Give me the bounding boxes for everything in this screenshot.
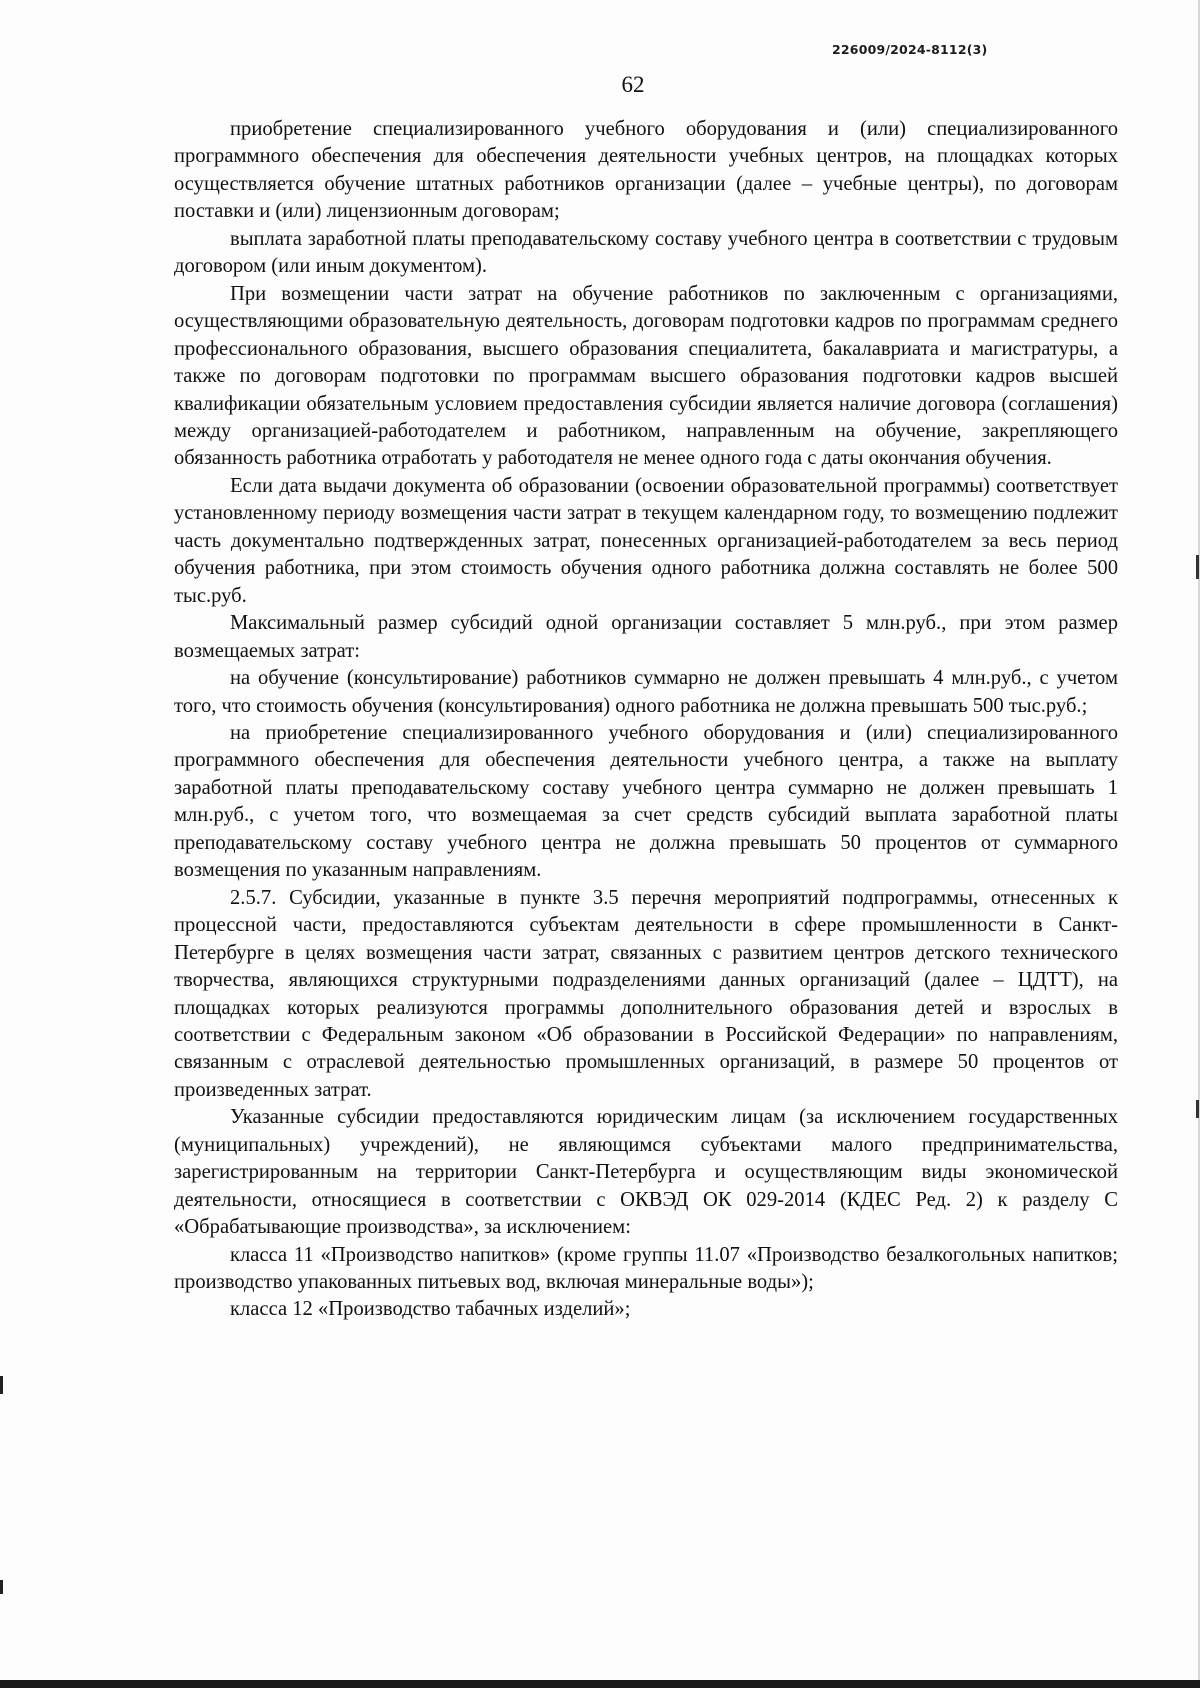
paragraph-exclusion-class-11: класса 11 «Производство напитков» (кроме группы 11.07 «Производство безалкогольных напитков; производство упакованных питьевых вод, включая минеральные воды»);	[174, 1243, 1118, 1294]
paragraph-exclusion-class-12: класса 12 «Производство табачных изделий»;	[230, 1298, 631, 1321]
page-number: 62	[621, 72, 645, 97]
paragraph-training-contracts: При возмещении части затрат на обучение работников по заключенным с организациями, осуществляющими образовательную деятельность, договорам подготовки кадров по программам среднего профессионального образования, высшего образования специалитета, бакалавриата и магистратуры, а также по договорам подготовки по программам высшего образования подготовки кадров высшей квалификации обязательным условием предоставления субсидии является наличие договора (соглашения) между организацией-работодателем и работником, направленным на обучение, закрепляющего обязанность работника отработать у работодателя не менее одного года с даты окончания обучения.	[174, 282, 1118, 470]
paragraph-equipment-limit: на приобретение специализированного учебного оборудования и (или) специализированного программного обеспечения для обеспечения деятельности учебного центра, а также на выплату заработной платы преподавательскому составу учебного центра суммарно не должен превышать 1 млн.руб., с учетом того, что возмещаемая за счет средств субсидий выплата заработной платы преподавательскому составу учебного центра не должна превышать 50 процентов от суммарного возмещения по указанным направлениям.	[174, 721, 1118, 882]
paragraph-max-subsidy: Максимальный размер субсидий одной организации составляет 5 млн.руб., при этом размер возмещаемых затрат:	[174, 612, 1118, 662]
paragraph-eligible-recipients: Указанные субсидии предоставляются юридическим лицам (за исключением государственных (муниципальных) учреждений), не являющимся субъектами малого предпринимательства, зарегистрированным на территории Санкт-Петербурга и осуществляющим виды экономической деятельности, относящиеся в соответствии с ОКВЭД ОК 029-2014 (КДЕС Ред. 2) к разделу С «Обрабатывающие производства», за исключением:	[174, 1106, 1118, 1239]
paragraph-section-2-5-7: 2.5.7. Субсидии, указанные в пункте 3.5 перечня мероприятий подпрограммы, отнесенных к процессной части, предоставляются субъектам деятельности в сфере промышленности в Санкт-Петербурге в целях возмещения части затрат, связанных с развитием центров детского технического творчества, являющихся структурными подразделениями данных организаций (далее – ЦДТТ), на площадках которых реализуются программы дополнительного образования детей и взрослых в соответствии с Федеральным законом «Об образовании в Российской Федерации» по направлениям, связанным с отраслевой деятельностью промышленных организаций, в размере 50 процентов от произведенных затрат.	[174, 886, 1118, 1101]
scan-mark-left	[0, 1580, 3, 1594]
paragraph-education-document-date: Если дата выдачи документа об образовании (освоении образовательной программы) соответствует установленному периоду возмещения части затрат в текущем календарном году, то возмещению подлежит часть документально подтвержденных затрат, понесенных организацией-работодателем за весь период обучения работника, при этом стоимость обучения одного работника должна составлять не более 500 тыс.руб.	[174, 474, 1118, 607]
paragraph-training-limit: на обучение (консультирование) работников суммарно не должен превышать 4 млн.руб., с учетом того, что стоимость обучения (консультирования) одного работника не должна превышать 500 тыс.руб.;	[174, 667, 1118, 717]
paragraph-salary-payment: выплата заработной платы преподавательскому составу учебного центра в соответствии с трудовым договором (или иным документом).	[174, 227, 1118, 278]
scan-mark-left	[0, 1376, 3, 1394]
document-registration-number: 226009/2024-8112(3)	[832, 42, 988, 57]
scan-mark-right	[1196, 1100, 1199, 1118]
document-body	[174, 116, 1118, 1324]
scan-bottom-edge	[0, 1680, 1200, 1688]
scan-mark-right	[1196, 555, 1199, 579]
paragraph-equipment-purchase: приобретение специализированного учебного оборудования и (или) специализированного программного обеспечения для обеспечения деятельности учебных центров, на площадках которых осуществляется обучение штатных работников организации (далее – учебные центры), по договорам поставки и (или) лицензионным договорам;	[174, 118, 1118, 223]
